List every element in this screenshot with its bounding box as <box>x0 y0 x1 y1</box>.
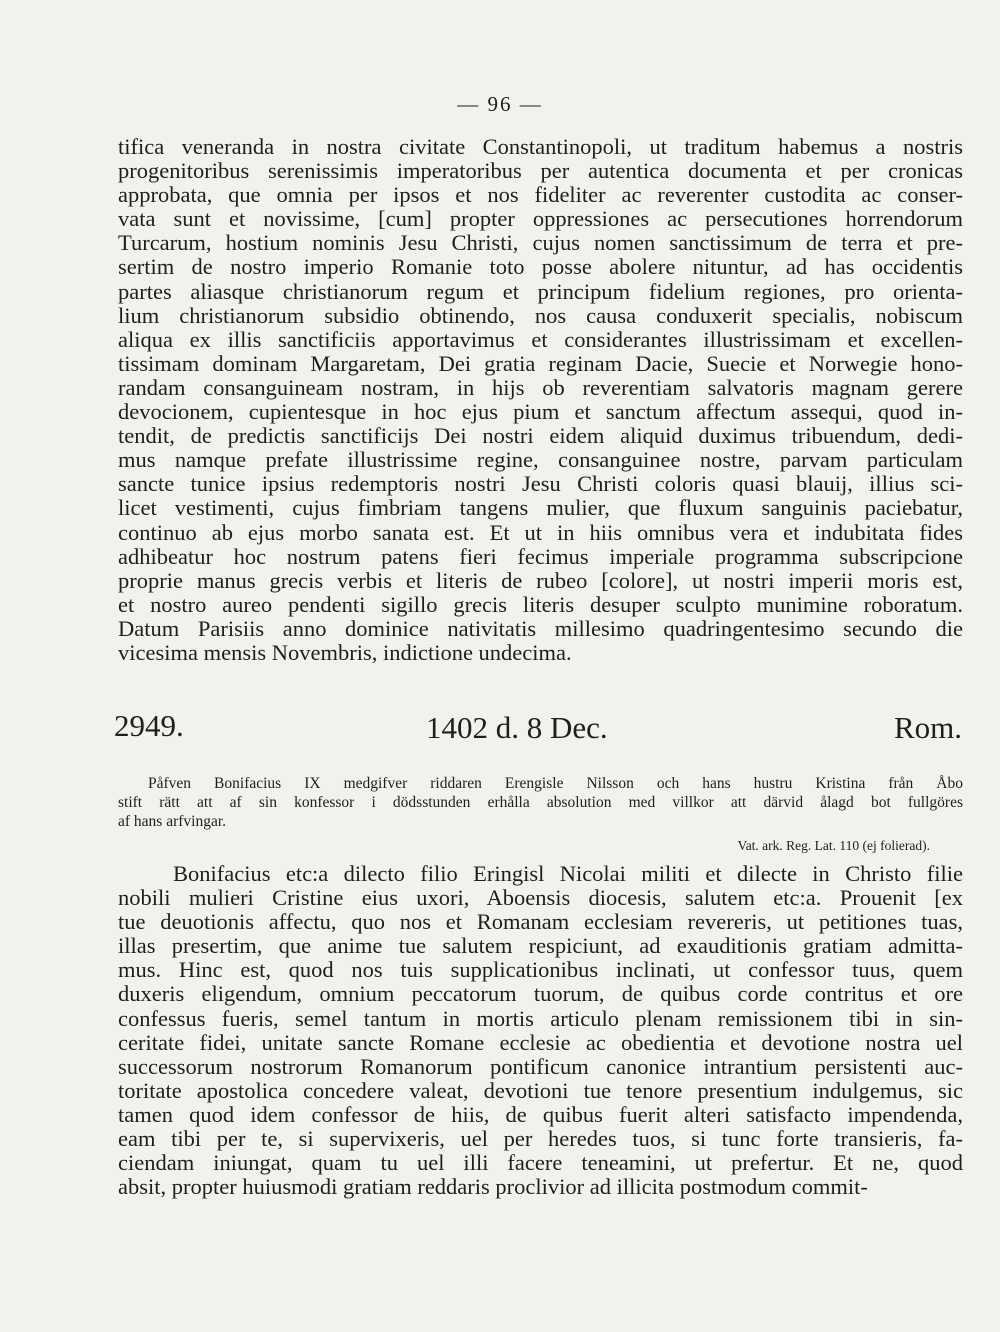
text-line: sertim de nostro imperio Romanie toto posse abolere nituntur, ad has occidentis <box>118 255 963 280</box>
summary-line: af hans arfvingar. <box>118 813 227 830</box>
text-line: partes aliasque christianorum regum et principum fidelium regiones, pro orienta- <box>118 279 963 304</box>
page-number: — 96 — <box>457 92 543 116</box>
text-line: aliqua ex illis sanctificiis apportavimus et considerantes illustrissimam et excellen- <box>118 327 963 352</box>
text-line: ceritate fidei, unitate sancte Romane ecclesie ac obedientia et devotione nostra uel <box>118 1030 963 1055</box>
text-line: Bonifacius etc:a dilecto filio Eringisl Nicolai militi et dilecte in Christo filie <box>173 862 963 886</box>
text-line: mus namque prefate illustrissime regine, consanguinee nostre, parvam particulam <box>118 448 963 473</box>
text-line: tissimam dominam Margaretam, Dei gratia reginam Dacie, Suecie et Norwegie hono- <box>118 351 963 376</box>
text-line: toritate apostolica concedere valeat, devotioni tue tenore presentium indulgemus, sic <box>118 1078 963 1103</box>
text-line: illas presertim, que anime tue salutem respiciunt, ad exauditionis gratiam admitta- <box>118 934 963 959</box>
entry-date: 1402 d. 8 Dec. <box>426 710 608 745</box>
text-line: nobili mulieri Cristine eius uxori, Aboensis diocesis, salutem etc:a. Prouenit [ex <box>118 886 963 911</box>
text-line: continuo ab ejus morbo sanata est. Et ut in hiis omnibus vera et indubitata fides <box>118 520 963 545</box>
entry-summary <box>118 774 963 831</box>
text-line: vata sunt et novissime, [cum] propter oppressiones ac persecutiones horrendorum <box>118 207 963 232</box>
entry-place: Rom. <box>893 710 962 745</box>
text-line: duxeris eligendum, omnium peccatorum tuorum, de quibus corde contritus et ore <box>118 982 963 1007</box>
text-line: mus. Hinc est, quod nos tuis supplicationibus inclinati, ut confessor tuus, quem <box>118 958 963 983</box>
text-line: ciendam iniungat, quam tu uel illi facere teneamini, ut prefertur. Et ne, quod <box>118 1151 963 1176</box>
document-text-section-2 <box>118 862 963 1199</box>
text-line: tifica veneranda in nostra civitate Constantinopoli, ut traditum habemus a nostris <box>118 135 963 159</box>
text-line: progenitoribus serenissimis imperatoribus per autentica documenta et per cronicas <box>118 159 963 184</box>
text-line: adhibeatur hoc nostrum patens fieri fecimus imperiale programma subscripcione <box>118 544 963 569</box>
summary-line: stift rätt att af sin konfessor i dödsstunden erhålla absolution med villkor att därvid ålagd bot fullgöres <box>118 794 963 811</box>
text-line: lium christianorum subsidio obtinendo, nos causa conduxerit specialis, nobiscum <box>118 303 963 328</box>
text-line: Datum Parisiis anno dominice nativitatis millesimo quadringentesimo secundo die <box>118 616 963 641</box>
entry-number: 2949. <box>114 708 184 743</box>
text-line: et nostro aureo pendenti sigillo grecis literis desuper sculpto munimine roboratum. <box>118 592 963 617</box>
text-line: devocionem, cupientesque in hoc ejus pium et sanctum affectum assequi, quod in- <box>118 400 963 425</box>
entry-header <box>114 708 962 756</box>
text-line: proprie manus grecis verbis et literis de rubeo [colore], ut nostri imperii moris est, <box>118 568 963 593</box>
archive-reference: Vat. ark. Reg. Lat. 110 (ej folierad). <box>737 838 930 853</box>
text-line: licet vestimenti, cujus fimbriam tangens mulier, que fluxum sanguinis paciebatur, <box>118 496 963 521</box>
text-line: randam consanguineam nostram, in hijs ob reverentiam salvatoris magnam gerere <box>118 375 963 400</box>
text-line: absit, propter huiusmodi gratiam reddaris proclivior ad illicita postmodum commit- <box>118 1175 868 1200</box>
text-line: Turcarum, hostium nominis Jesu Christi, cujus nomen sanctissimum de terra et pre- <box>118 231 963 256</box>
text-line: eam tibi per te, si supervixeris, uel per heredes tuos, si tunc forte transieris, fa- <box>118 1127 963 1152</box>
text-line: sancte tunice ipsius redemptoris nostri Jesu Christi coloris quasi blauij, illius sci- <box>118 472 963 497</box>
document-text-section-1 <box>118 135 963 665</box>
text-line: confessus fueris, semel tantum in mortis articulo plenam remissionem tibi in sin- <box>118 1006 963 1031</box>
text-line: approbata, que omnia per ipsos et nos fideliter ac reverenter custodita ac conser- <box>118 183 963 208</box>
text-line: vicesima mensis Novembris, indictione undecima. <box>118 640 572 665</box>
text-line: tamen quod idem confessor de hiis, de quibus fuerit alteri satisfacto impendenda, <box>118 1102 963 1127</box>
text-line: tue deuotionis affectu, quo nos et Romanam ecclesiam revereris, ut petitiones tuas, <box>118 910 963 935</box>
summary-line: Påfven Bonifacius IX medgifver riddaren Erengisle Nilsson och hans hustru Kristina från Åbo <box>148 775 963 792</box>
text-line: tendit, de predictis sanctificijs Dei nostri eidem aliquid duximus tribuendum, dedi- <box>118 424 963 449</box>
text-line: successorum nostrorum Romanorum pontificum canonice intrantium persistenti auc- <box>118 1054 963 1079</box>
